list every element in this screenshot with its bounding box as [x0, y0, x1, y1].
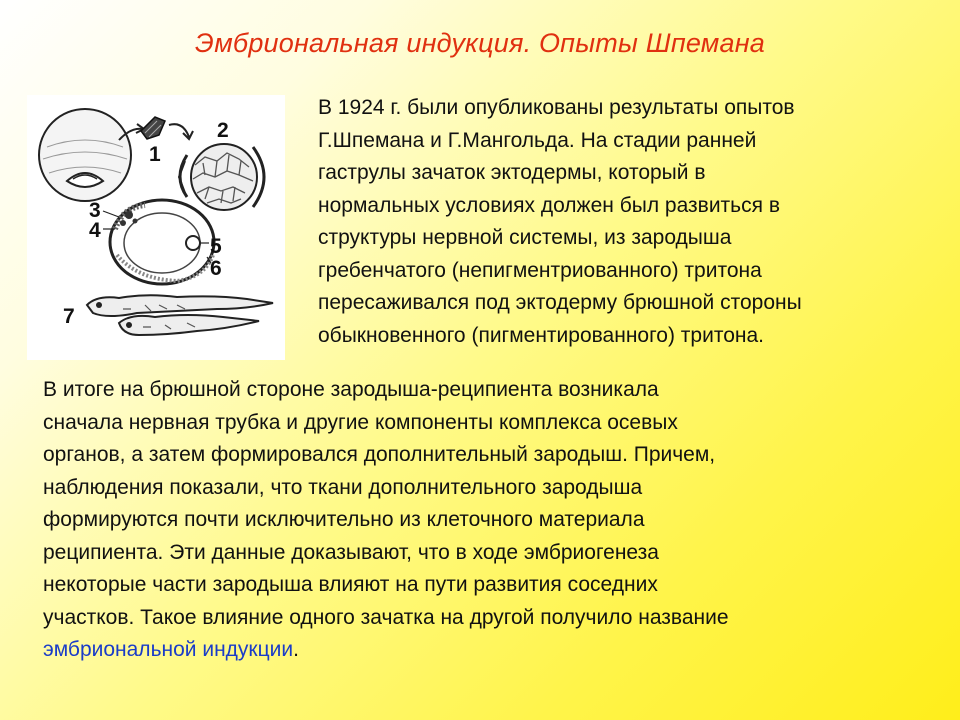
intro-line: гребенчатого (непигментриованного) тритона — [318, 258, 762, 282]
recipient-gastrula-drawing — [179, 144, 264, 210]
slide-title: Эмбриональная индукция. Опыты Шпемана — [194, 28, 765, 58]
body-line-last — [43, 634, 948, 667]
intro-line: структуры нервной системы, из зародыша — [318, 226, 732, 249]
double-tadpole-drawing — [87, 295, 273, 335]
figure-drawing — [27, 95, 285, 360]
intro-paragraph — [318, 92, 950, 352]
embryonic-induction-term: эмбриональной индукции — [43, 638, 294, 661]
conclusion-paragraph — [43, 374, 948, 667]
figure-label-2: 2 — [217, 119, 229, 142]
body-line: формируются почти исключительно из клеточного материала — [43, 508, 645, 531]
intro-line: пересаживался под эктодерму брюшной стороны — [318, 291, 802, 314]
donor-gastrula-drawing — [39, 109, 131, 201]
figure-label-6: 6 — [210, 257, 222, 280]
spemann-experiment-figure — [27, 95, 285, 360]
embryo-section-drawing — [103, 200, 214, 284]
intro-line: В 1924 г. были опубликованы результаты опытов — [318, 96, 795, 119]
figure-label-4: 4 — [89, 219, 101, 242]
figure-label-5: 5 — [210, 235, 222, 258]
graft-piece-drawing — [141, 117, 165, 139]
intro-line: гаструлы зачаток эктодермы, который в — [318, 161, 706, 184]
body-line: сначала нервная трубка и другие компоненты комплекса осевых — [43, 410, 678, 434]
body-line: органов, а затем формировался дополнительный зародыш. Причем, — [43, 443, 716, 466]
intro-line: нормальных условиях должен был развиться в — [318, 193, 780, 217]
term-suffix: . — [293, 638, 299, 661]
figure-label-3: 3 — [89, 199, 101, 222]
intro-line: Г.Шпемана и Г.Мангольда. На стадии ранней — [318, 128, 757, 152]
body-line: В итоге на брюшной стороне зародыша-реципиента возникала — [43, 378, 659, 401]
figure-label-7: 7 — [63, 305, 75, 328]
figure-label-1: 1 — [149, 143, 161, 166]
body-line: некоторые части зародыша влияют на пути развития соседних — [43, 573, 658, 596]
body-line: участков. Такое влияние одного зачатка на другой получило название — [43, 605, 729, 629]
body-line: наблюдения показали, что ткани дополнительного зародыша — [43, 475, 643, 499]
body-line: реципиента. Эти данные доказывают, что в ходе эмбриогенеза — [43, 540, 659, 564]
intro-line: обыкновенного (пигментированного) тритона. — [318, 323, 765, 347]
